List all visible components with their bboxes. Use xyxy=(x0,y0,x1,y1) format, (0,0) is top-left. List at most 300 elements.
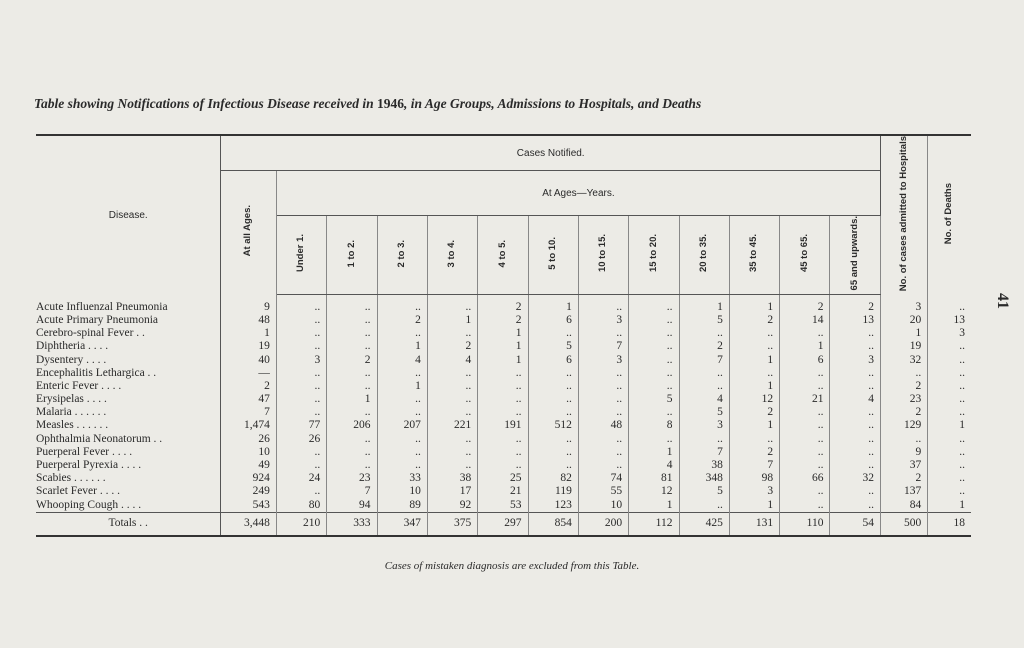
age-group-value: .. xyxy=(327,433,377,446)
age-group-value: 4 xyxy=(427,353,477,366)
age-group-value: .. xyxy=(830,459,880,472)
age-group-value: 2 xyxy=(427,340,477,353)
age-group-value: .. xyxy=(528,393,578,406)
disease-name: Erysipelas . . . . xyxy=(36,393,221,406)
totals-age-group: 112 xyxy=(629,512,679,536)
age-group-value: .. xyxy=(629,353,679,366)
age-group-value: 8 xyxy=(629,419,679,432)
deaths-value: .. xyxy=(959,379,965,392)
deaths-value: 1 xyxy=(959,498,965,511)
age-group-value: .. xyxy=(629,294,679,314)
header-cases-notified: Cases Notified. xyxy=(221,135,881,171)
table-row xyxy=(36,327,971,340)
all-ages-value: 10 xyxy=(221,446,276,459)
age-group-value: 2 xyxy=(327,353,377,366)
header-age-group xyxy=(578,216,628,294)
age-group-value: .. xyxy=(327,380,377,393)
age-group-value: .. xyxy=(528,327,578,340)
table-row xyxy=(36,433,971,446)
age-group-value: .. xyxy=(578,393,628,406)
age-group-value: .. xyxy=(327,406,377,419)
age-group-value: .. xyxy=(478,459,528,472)
admitted-value: 2 xyxy=(880,406,927,419)
age-group-value: .. xyxy=(377,393,427,406)
deaths-value: .. xyxy=(959,432,965,445)
age-group-value: .. xyxy=(830,499,880,513)
age-group-value: .. xyxy=(780,419,830,432)
age-group-value: .. xyxy=(780,367,830,380)
age-group-value: 1 xyxy=(478,353,528,366)
age-group-value: 6 xyxy=(528,314,578,327)
totals-age-group: 854 xyxy=(528,512,578,536)
age-group-value: 81 xyxy=(629,472,679,485)
admitted-value: 20 xyxy=(880,314,927,327)
age-group-value: 207 xyxy=(377,419,427,432)
totals-age-group: 54 xyxy=(830,512,880,536)
admitted-value: 3 xyxy=(880,294,927,314)
age-group-value: .. xyxy=(327,446,377,459)
all-ages-value: 49 xyxy=(221,459,276,472)
age-group-value: .. xyxy=(528,433,578,446)
header-age-label: Under 1. xyxy=(295,234,307,273)
age-group-value: .. xyxy=(427,406,477,419)
table-row xyxy=(36,459,971,472)
age-group-value: .. xyxy=(578,294,628,314)
header-admitted xyxy=(880,135,927,294)
age-group-value: .. xyxy=(276,367,326,380)
totals-age-group: 375 xyxy=(427,512,477,536)
disease-name: Dysentery . . . . xyxy=(36,353,221,366)
header-age-label: 2 to 3. xyxy=(395,239,407,268)
age-group-value: 1 xyxy=(377,380,427,393)
age-group-value: 5 xyxy=(679,314,729,327)
age-group-value: 92 xyxy=(427,499,477,513)
age-group-value: .. xyxy=(377,294,427,314)
admitted-value: 1 xyxy=(880,327,927,340)
age-group-value: .. xyxy=(478,406,528,419)
age-group-value: .. xyxy=(729,433,779,446)
age-group-value: 1 xyxy=(780,340,830,353)
age-group-value: 1 xyxy=(729,419,779,432)
age-group-value: .. xyxy=(780,499,830,513)
all-ages-value: 1,474 xyxy=(221,419,276,432)
admitted-value: 137 xyxy=(880,485,927,498)
age-group-value: 10 xyxy=(578,499,628,513)
age-group-value: 5 xyxy=(679,485,729,498)
deaths-value: .. xyxy=(959,445,965,458)
header-age-group xyxy=(276,216,326,294)
table-row xyxy=(36,472,971,485)
all-ages-value: 48 xyxy=(221,314,276,327)
age-group-value: .. xyxy=(729,340,779,353)
age-group-value: 13 xyxy=(830,314,880,327)
age-group-value: .. xyxy=(478,367,528,380)
notifications-table xyxy=(36,134,971,537)
age-group-value: 2 xyxy=(830,294,880,314)
age-group-value: .. xyxy=(276,485,326,498)
age-group-value: .. xyxy=(478,446,528,459)
header-age-group xyxy=(729,216,779,294)
totals-age-group: 110 xyxy=(780,512,830,536)
all-ages-value: 47 xyxy=(221,393,276,406)
deaths-value: 3 xyxy=(959,327,965,340)
age-group-value: 1 xyxy=(729,380,779,393)
disease-name: Scarlet Fever . . . . xyxy=(36,485,221,498)
header-age-group xyxy=(478,216,528,294)
table-row xyxy=(36,314,971,327)
deaths-value: .. xyxy=(959,459,965,472)
age-group-value: .. xyxy=(578,327,628,340)
disease-name: Ophthalmia Neonatorum . . xyxy=(36,433,221,446)
table-row xyxy=(36,340,971,353)
age-group-value: 7 xyxy=(679,446,729,459)
age-group-value: 12 xyxy=(729,393,779,406)
admitted-value: 129 xyxy=(880,419,927,432)
age-group-value: .. xyxy=(780,380,830,393)
footnote: Cases of mistaken diagnosis are excluded from this Table. xyxy=(384,560,640,572)
age-group-value: .. xyxy=(427,294,477,314)
totals-row xyxy=(36,512,971,536)
age-group-value: .. xyxy=(629,327,679,340)
age-group-value: 74 xyxy=(578,472,628,485)
totals-age-group: 200 xyxy=(578,512,628,536)
age-group-value: 94 xyxy=(327,499,377,513)
disease-name: Acute Influenzal Pneumonia xyxy=(36,294,221,314)
admitted-value: 37 xyxy=(880,459,927,472)
table-row xyxy=(36,367,971,380)
age-group-value: .. xyxy=(780,406,830,419)
age-group-value: .. xyxy=(427,459,477,472)
age-group-value: .. xyxy=(830,406,880,419)
age-group-value: 5 xyxy=(679,406,729,419)
table-body xyxy=(36,294,971,536)
disease-name: Cerebro-spinal Fever . . xyxy=(36,327,221,340)
age-group-value: 53 xyxy=(478,499,528,513)
age-group-value: 2 xyxy=(729,446,779,459)
admitted-value: 32 xyxy=(880,353,927,366)
disease-name: Measles . . . . . . xyxy=(36,419,221,432)
age-group-value: 82 xyxy=(528,472,578,485)
age-group-value: 1 xyxy=(478,340,528,353)
age-group-value: .. xyxy=(427,367,477,380)
age-group-value: 3 xyxy=(578,353,628,366)
age-group-value: .. xyxy=(679,327,729,340)
age-group-value: .. xyxy=(327,327,377,340)
age-group-value: .. xyxy=(679,367,729,380)
age-group-value: 10 xyxy=(377,485,427,498)
totals-age-group: 297 xyxy=(478,512,528,536)
age-group-value: 5 xyxy=(528,340,578,353)
title-year: 1946 xyxy=(377,96,404,111)
age-group-value: .. xyxy=(478,380,528,393)
age-group-value: 2 xyxy=(729,406,779,419)
totals-age-group: 425 xyxy=(679,512,729,536)
table-row xyxy=(36,419,971,432)
header-admitted-label: No. of cases admitted to Hospitals xyxy=(897,136,909,292)
admitted-value: 84 xyxy=(880,499,927,513)
age-group-value: 2 xyxy=(780,294,830,314)
age-group-value: .. xyxy=(276,314,326,327)
table-row xyxy=(36,393,971,406)
admitted-value: .. xyxy=(880,433,927,446)
age-group-value: 12 xyxy=(629,485,679,498)
age-group-value: .. xyxy=(327,314,377,327)
table-row xyxy=(36,353,971,366)
age-group-value: .. xyxy=(830,433,880,446)
deaths-value: .. xyxy=(959,406,965,419)
header-deaths xyxy=(928,135,971,294)
age-group-value: 1 xyxy=(327,393,377,406)
age-group-value: 7 xyxy=(327,485,377,498)
age-group-value: 2 xyxy=(377,314,427,327)
age-group-value: 191 xyxy=(478,419,528,432)
age-group-value: .. xyxy=(729,367,779,380)
table-row xyxy=(36,499,971,513)
header-age-label: 65 and upwards. xyxy=(849,216,860,291)
age-group-value: .. xyxy=(830,327,880,340)
age-group-value: .. xyxy=(830,340,880,353)
all-ages-value: — xyxy=(221,367,276,380)
table-row xyxy=(36,446,971,459)
age-group-value: .. xyxy=(578,433,628,446)
deaths-value: .. xyxy=(959,353,965,366)
age-group-value: .. xyxy=(629,340,679,353)
age-group-value: 1 xyxy=(629,446,679,459)
age-group-value: .. xyxy=(629,406,679,419)
age-group-value: .. xyxy=(276,459,326,472)
disease-name: Diphtheria . . . . xyxy=(36,340,221,353)
totals-age-group: 333 xyxy=(327,512,377,536)
age-group-value: 21 xyxy=(478,485,528,498)
header-age-group xyxy=(830,216,880,294)
deaths-value: 1 xyxy=(959,419,965,432)
age-group-value: .. xyxy=(377,433,427,446)
header-age-label: 5 to 10. xyxy=(546,237,558,270)
header-age-group xyxy=(528,216,578,294)
age-group-value: 4 xyxy=(679,393,729,406)
header-age-label: 10 to 15. xyxy=(597,234,609,273)
age-group-value: .. xyxy=(578,406,628,419)
table-row xyxy=(36,294,971,314)
age-group-value: 512 xyxy=(528,419,578,432)
age-group-value: 1 xyxy=(427,314,477,327)
admitted-value: 2 xyxy=(880,472,927,485)
disease-name: Puerperal Fever . . . . xyxy=(36,446,221,459)
all-ages-value: 924 xyxy=(221,472,276,485)
age-group-value: .. xyxy=(629,367,679,380)
age-group-value: .. xyxy=(427,380,477,393)
age-group-value: .. xyxy=(327,294,377,314)
age-group-value: .. xyxy=(780,327,830,340)
age-group-value: .. xyxy=(578,367,628,380)
age-group-value: 7 xyxy=(729,459,779,472)
table-row xyxy=(36,380,971,393)
table-row xyxy=(36,485,971,498)
age-group-value: 17 xyxy=(427,485,477,498)
age-group-value: 3 xyxy=(276,353,326,366)
age-group-value: .. xyxy=(276,380,326,393)
header-age-group xyxy=(679,216,729,294)
age-group-value: 1 xyxy=(679,294,729,314)
header-disease: Disease. xyxy=(36,135,221,294)
age-group-value: 348 xyxy=(679,472,729,485)
age-group-value: .. xyxy=(276,446,326,459)
title-part-2: , in Age Groups, Admissions to Hospitals, and Deaths xyxy=(404,96,702,111)
age-group-value: 4 xyxy=(377,353,427,366)
all-ages-value: 9 xyxy=(221,294,276,314)
deaths-value: .. xyxy=(959,340,965,353)
age-group-value: .. xyxy=(377,367,427,380)
age-group-value: .. xyxy=(377,406,427,419)
deaths-value: .. xyxy=(959,366,965,379)
disease-name: Malaria . . . . . . xyxy=(36,406,221,419)
age-group-value: 5 xyxy=(629,393,679,406)
age-group-value: 1 xyxy=(478,327,528,340)
title-part-1: Table showing Notifications of Infectious Disease received in xyxy=(34,96,377,111)
header-all-ages xyxy=(221,171,276,295)
age-group-value: .. xyxy=(578,446,628,459)
age-group-value: 1 xyxy=(729,353,779,366)
header-age-label: 1 to 2. xyxy=(345,239,357,268)
header-age-label: 15 to 20. xyxy=(647,234,659,273)
age-group-value: 80 xyxy=(276,499,326,513)
totals-deaths: 18 xyxy=(928,512,971,536)
age-group-value: .. xyxy=(528,446,578,459)
header-deaths-label: No. of Deaths xyxy=(943,182,955,245)
age-group-value: .. xyxy=(427,327,477,340)
age-group-value: 77 xyxy=(276,419,326,432)
age-group-value: .. xyxy=(830,485,880,498)
age-group-value: .. xyxy=(276,294,326,314)
age-group-value: .. xyxy=(528,406,578,419)
age-group-value: 33 xyxy=(377,472,427,485)
age-group-value: 48 xyxy=(578,419,628,432)
age-group-value: 38 xyxy=(679,459,729,472)
header-age-label: 4 to 5. xyxy=(496,239,508,268)
totals-all-ages: 3,448 xyxy=(221,512,276,536)
age-group-value: .. xyxy=(427,433,477,446)
totals-age-group: 347 xyxy=(377,512,427,536)
age-group-value: 6 xyxy=(528,353,578,366)
header-age-label: 3 to 4. xyxy=(446,239,458,268)
disease-name: Acute Primary Pneumonia xyxy=(36,314,221,327)
deaths-value: .. xyxy=(959,393,965,406)
age-group-value: .. xyxy=(478,433,528,446)
age-group-value: .. xyxy=(528,367,578,380)
age-group-value: 4 xyxy=(830,393,880,406)
age-group-value: .. xyxy=(629,433,679,446)
age-group-value: .. xyxy=(830,380,880,393)
header-age-group xyxy=(377,216,427,294)
deaths-value: .. xyxy=(959,485,965,498)
age-group-value: .. xyxy=(528,380,578,393)
age-group-value: 2 xyxy=(478,294,528,314)
age-group-value: .. xyxy=(427,446,477,459)
all-ages-value: 2 xyxy=(221,380,276,393)
age-group-value: 98 xyxy=(729,472,779,485)
admitted-value: .. xyxy=(880,367,927,380)
age-group-value: .. xyxy=(578,380,628,393)
all-ages-value: 7 xyxy=(221,406,276,419)
header-at-ages: At Ages—Years. xyxy=(276,171,880,216)
disease-name: Encephalitis Lethargica . . xyxy=(36,367,221,380)
age-group-value: 2 xyxy=(679,340,729,353)
age-group-value: .. xyxy=(830,419,880,432)
deaths-value: .. xyxy=(959,472,965,485)
age-group-value: 89 xyxy=(377,499,427,513)
age-group-value: .. xyxy=(578,459,628,472)
page-number: 41 xyxy=(994,293,1011,309)
age-group-value: .. xyxy=(780,446,830,459)
totals-admitted: 500 xyxy=(880,512,927,536)
age-group-value: .. xyxy=(780,485,830,498)
age-group-value: 14 xyxy=(780,314,830,327)
age-group-value: .. xyxy=(478,393,528,406)
all-ages-value: 249 xyxy=(221,485,276,498)
deaths-value: .. xyxy=(959,300,965,313)
table-row xyxy=(36,406,971,419)
age-group-value: 1 xyxy=(377,340,427,353)
header-age-group xyxy=(780,216,830,294)
admitted-value: 9 xyxy=(880,446,927,459)
table-title xyxy=(34,96,974,112)
header-age-group xyxy=(327,216,377,294)
disease-name: Whooping Cough . . . . xyxy=(36,499,221,513)
age-group-value: 1 xyxy=(729,294,779,314)
age-group-value: .. xyxy=(427,393,477,406)
age-group-value: .. xyxy=(377,446,427,459)
age-group-value: 123 xyxy=(528,499,578,513)
age-group-value: .. xyxy=(780,433,830,446)
age-group-value: 6 xyxy=(780,353,830,366)
all-ages-value: 1 xyxy=(221,327,276,340)
age-group-value: .. xyxy=(780,459,830,472)
age-group-value: 55 xyxy=(578,485,628,498)
age-group-value: .. xyxy=(276,327,326,340)
disease-name: Enteric Fever . . . . xyxy=(36,380,221,393)
age-group-value: .. xyxy=(729,327,779,340)
age-group-value: .. xyxy=(276,393,326,406)
admitted-value: 19 xyxy=(880,340,927,353)
age-group-value: .. xyxy=(377,459,427,472)
age-group-value: .. xyxy=(629,314,679,327)
age-group-value: 221 xyxy=(427,419,477,432)
age-group-value: .. xyxy=(679,380,729,393)
disease-name: Scabies . . . . . . xyxy=(36,472,221,485)
age-group-value: 119 xyxy=(528,485,578,498)
age-group-value: 2 xyxy=(729,314,779,327)
age-group-value: 66 xyxy=(780,472,830,485)
age-group-value: 23 xyxy=(327,472,377,485)
totals-label: Totals . . xyxy=(36,512,221,536)
age-group-value: 4 xyxy=(629,459,679,472)
header-all-ages-label: At all Ages. xyxy=(242,205,254,257)
age-group-value: 1 xyxy=(729,499,779,513)
admitted-value: 23 xyxy=(880,393,927,406)
age-group-value: 3 xyxy=(679,419,729,432)
age-group-value: .. xyxy=(679,433,729,446)
age-group-value: .. xyxy=(629,380,679,393)
header-age-group xyxy=(427,216,477,294)
totals-age-group: 131 xyxy=(729,512,779,536)
age-group-value: .. xyxy=(679,499,729,513)
age-group-value: 206 xyxy=(327,419,377,432)
header-age-label: 35 to 45. xyxy=(748,234,760,273)
totals-age-group: 210 xyxy=(276,512,326,536)
age-group-value: 7 xyxy=(679,353,729,366)
header-age-label: 20 to 35. xyxy=(697,234,709,273)
age-group-value: 21 xyxy=(780,393,830,406)
